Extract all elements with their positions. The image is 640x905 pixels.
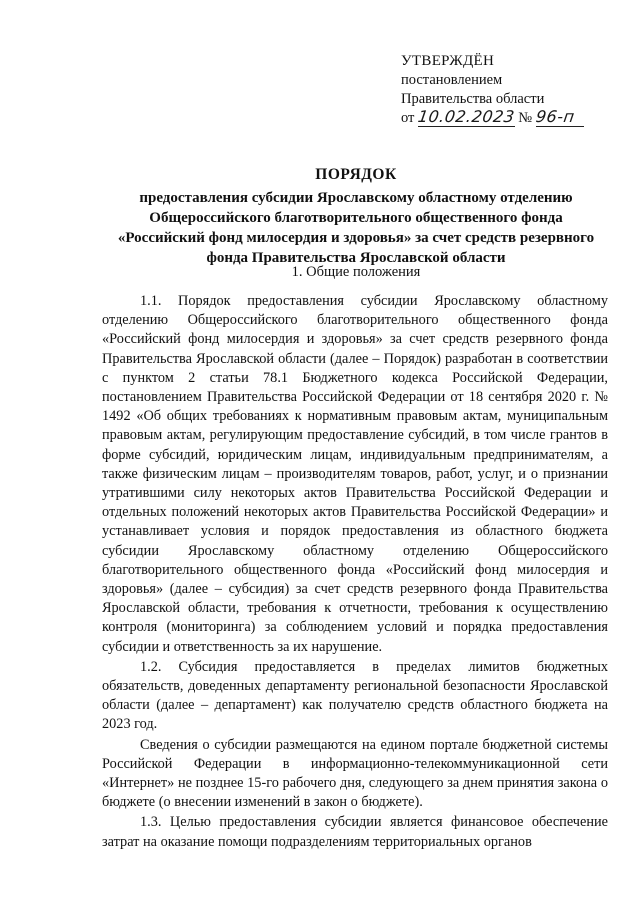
date-prefix: от	[401, 110, 415, 126]
title-main: ПОРЯДОК	[315, 166, 397, 183]
title-line-1: предоставления субсидии Ярославскому областному отделению	[139, 190, 573, 206]
approval-heading: УТВЕРЖДЁН	[401, 53, 495, 69]
paragraph-info: Сведения о субсидии размещаются на едином портале бюджетной системы Российской Федерации в информационно-телекоммуникационной сети «Интернет» не позднее 15-го рабочего дня, следующего за днем принятия закона о бюджете (о внесении изменений в закон о бюджете).	[102, 736, 608, 811]
approval-date-line	[401, 109, 611, 128]
approval-number-underline	[536, 109, 584, 127]
approval-date-underline	[418, 109, 515, 127]
number-sign: №	[518, 110, 533, 126]
approval-stamp	[401, 52, 611, 128]
approval-number: 96-п	[534, 107, 576, 126]
section-title: 1. Общие положения	[291, 264, 421, 280]
paragraph-1-3: 1.3. Целью предоставления субсидии является финансовое обеспечение затрат на оказание помощи подразделениям территориальных органов	[102, 814, 608, 850]
paragraph-1-2: 1.2. Субсидия предоставляется в пределах лимитов бюджетных обязательств, доведенных департаменту региональной безопасности Ярославской области (далее – департамент) как получателю средств областного бюджета на 2023 год.	[102, 658, 608, 733]
title-line-2: Общероссийского благотворительного общественного фонда	[149, 210, 563, 226]
approval-line-2: Правительства области	[401, 91, 545, 107]
document-title	[96, 165, 616, 268]
document-body	[102, 292, 608, 853]
paragraph-1-1: 1.1. Порядок предоставления субсидии Ярославскому областному отделению Общероссийского благотворительного общественного фонда «Российский фонд милосердия и здоровья» за счет средств резервного фонда Правительства Ярославской области (далее – Порядок) разработан в соответствии с пунктом 2 статьи 78.1 Бюджетного кодекса Российской Федерации, постановлением Правительства Российской Федерации от 18 сентября 2020 г. № 1492 «Об общих требованиях к нормативным правовым актам, муниципальным правовым актам, регулирующим предоставление субсидий, в том числе грантов в форме субсидий, юридическим лицам, индивидуальным предпринимателям, а также физическим лицам – производителям товаров, работ, услуг, и о признании утратившими силу некоторых актов Правительства Российской Федерации и отдельных положений некоторых актов Правительства Российской Федерации» и устанавливает условия и порядок предоставления из областного бюджета субсидии Ярославскому областному отделению Общероссийского благотворительного общественного фонда «Российский фонд милосердия и здоровья» (далее – субсидия) за счет средств резервного фонда Правительства Ярославской области, требования к отчетности, требования к осуществлению контроля (мониторинга) за соблюдением условий и порядка предоставления субсидии и ответственность за их нарушение.	[102, 293, 608, 655]
approval-line-1: постановлением	[401, 72, 503, 88]
title-line-3: «Российский фонд милосердия и здоровья» за счет средств резервного	[117, 230, 595, 246]
title-line-4: фонда Правительства Ярославской области	[206, 250, 506, 266]
approval-date: 10.02.2023	[416, 107, 516, 126]
